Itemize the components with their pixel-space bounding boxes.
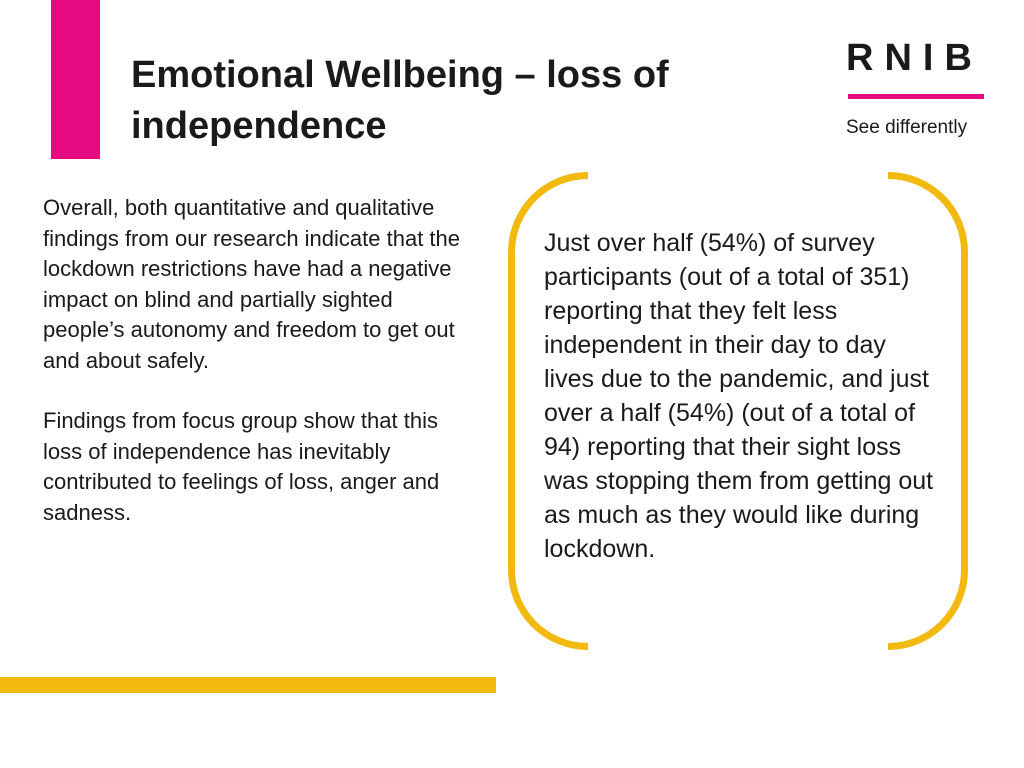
logo-tagline: See differently bbox=[846, 117, 968, 138]
slide-title: Emotional Wellbeing – loss of independence bbox=[131, 54, 669, 147]
statistic-callout: Just over half (54%) of survey participants (out of a total of 351) reporting that they felt less independent in their day to day lives due to the pandemic, and just over a half (54%) (out of a total of 94) reporting that their sight loss was stopping them from getting out as much as they would like during lockdown. bbox=[544, 229, 934, 563]
logo-wordmark: RNIB bbox=[846, 37, 983, 79]
body-paragraph-2: Findings from focus group show that this loss of independence has inevitably contributed to feelings of loss, anger and sadness. bbox=[43, 408, 440, 525]
pink-accent-bar bbox=[51, 0, 100, 159]
body-paragraph-1: Overall, both quantitative and qualitative findings from our research indicate that the lockdown restrictions have had a negative impact on blind and partially sighted people’s autonomy and freedom to get out and about safely. bbox=[43, 195, 461, 373]
logo-underline bbox=[848, 94, 984, 99]
rnib-logo bbox=[846, 36, 986, 146]
yellow-footer-bar bbox=[0, 677, 496, 693]
body-text-column bbox=[43, 193, 468, 558]
